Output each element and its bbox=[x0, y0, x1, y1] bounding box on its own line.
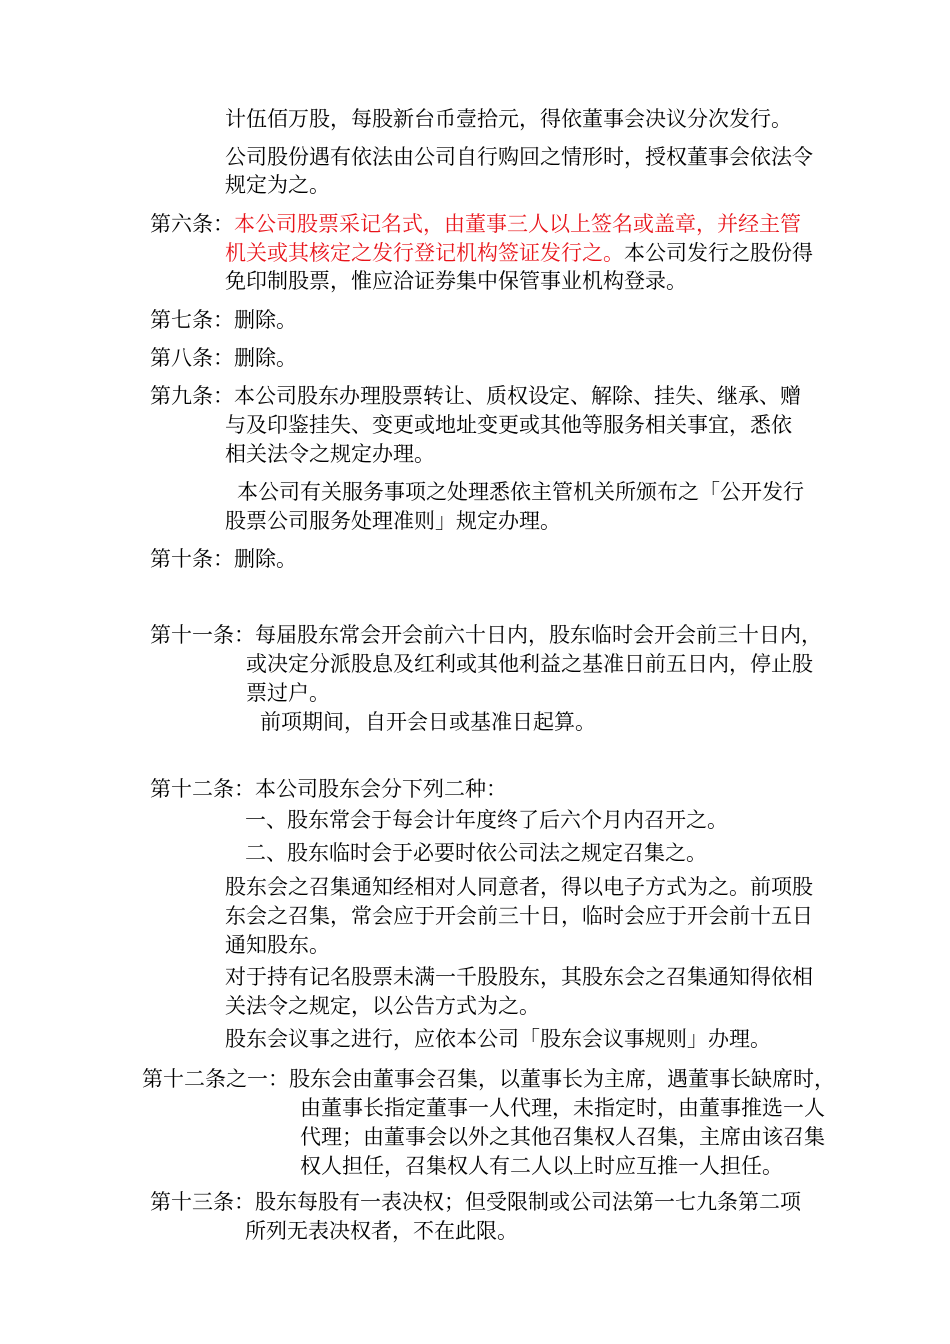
text-line: 代理；由董事会以外之其他召集权人召集，主席由该召集 bbox=[300, 1125, 825, 1149]
article-9-line: 第九条：本公司股东办理股票转让、质权设定、解除、挂失、继承、赠 bbox=[150, 384, 801, 408]
article-10-line: 第十条：删除。 bbox=[150, 547, 297, 571]
text-line: 所列无表决权者，不在此限。 bbox=[245, 1219, 518, 1243]
text-line: 股票公司服务处理准则」规定办理。 bbox=[225, 509, 561, 533]
article-11-line: 第十一条：每届股东常会开会前六十日内，股东临时会开会前三十日内， bbox=[150, 623, 822, 647]
article-6-label: 第六条： bbox=[150, 212, 234, 236]
text-line: 计伍佰万股，每股新台币壹拾元，得依董事会决议分次发行。 bbox=[225, 107, 792, 131]
article-7-line: 第七条：删除。 bbox=[150, 308, 297, 332]
text-line: 票过户。 bbox=[246, 681, 330, 705]
highlighted-text: 本公司股票采记名式，由董事三人以上签名或盖章，并经主管 bbox=[234, 212, 801, 236]
text-line: 关法令之规定，以公告方式为之。 bbox=[225, 994, 540, 1018]
text-line: 公司股份遇有依法由公司自行购回之情形时，授权董事会依法令 bbox=[225, 145, 813, 169]
list-item: 二、股东临时会于必要时依公司法之规定召集之。 bbox=[245, 841, 707, 865]
article-12-1-line: 第十二条之一：股东会由董事会召集，以董事长为主席，遇董事长缺席时， bbox=[142, 1067, 835, 1091]
highlighted-text: 机关或其核定之发行登记机构签证发行之。 bbox=[225, 241, 624, 265]
text-line: 由董事长指定董事一人代理，未指定时，由董事推选一人 bbox=[300, 1096, 825, 1120]
text-line: 相关法令之规定办理。 bbox=[225, 442, 435, 466]
article-6-line bbox=[150, 209, 801, 239]
text-line: 免印制股票，惟应洽证券集中保管事业机构登录。 bbox=[225, 269, 687, 293]
text-line: 权人担任，召集权人有二人以上时应互推一人担任。 bbox=[300, 1154, 783, 1178]
text-line: 或决定分派股息及红利或其他利益之基准日前五日内，停止股 bbox=[246, 652, 813, 676]
article-13-line: 第十三条：股东每股有一表决权；但受限制或公司法第一七九条第二项 bbox=[150, 1190, 801, 1214]
list-item: 一、股东常会于每会计年度终了后六个月内召开之。 bbox=[245, 808, 728, 832]
text-line: 对于持有记名股票未满一千股股东，其股东会之召集通知得依相 bbox=[225, 965, 813, 989]
text-line: 通知股东。 bbox=[225, 933, 330, 957]
text-line: 前项期间，自开会日或基准日起算。 bbox=[260, 710, 596, 734]
text-line: 东会之召集，常会应于开会前三十日，临时会应于开会前十五日 bbox=[225, 904, 813, 928]
article-6-line bbox=[225, 238, 813, 268]
article-8-line: 第八条：删除。 bbox=[150, 346, 297, 370]
text-line: 股东会之召集通知经相对人同意者，得以电子方式为之。前项股 bbox=[225, 875, 813, 899]
text-line: 与及印鉴挂失、变更或地址变更或其他等服务相关事宜，悉依 bbox=[225, 413, 792, 437]
text-span: 本公司发行之股份得 bbox=[624, 241, 813, 265]
text-line: 规定为之。 bbox=[225, 173, 330, 197]
article-12-line: 第十二条：本公司股东会分下列二种： bbox=[150, 777, 507, 801]
text-line: 本公司有关服务事项之处理悉依主管机关所颁布之「公开发行 bbox=[237, 480, 804, 504]
text-line: 股东会议事之进行，应依本公司「股东会议事规则」办理。 bbox=[225, 1027, 771, 1051]
